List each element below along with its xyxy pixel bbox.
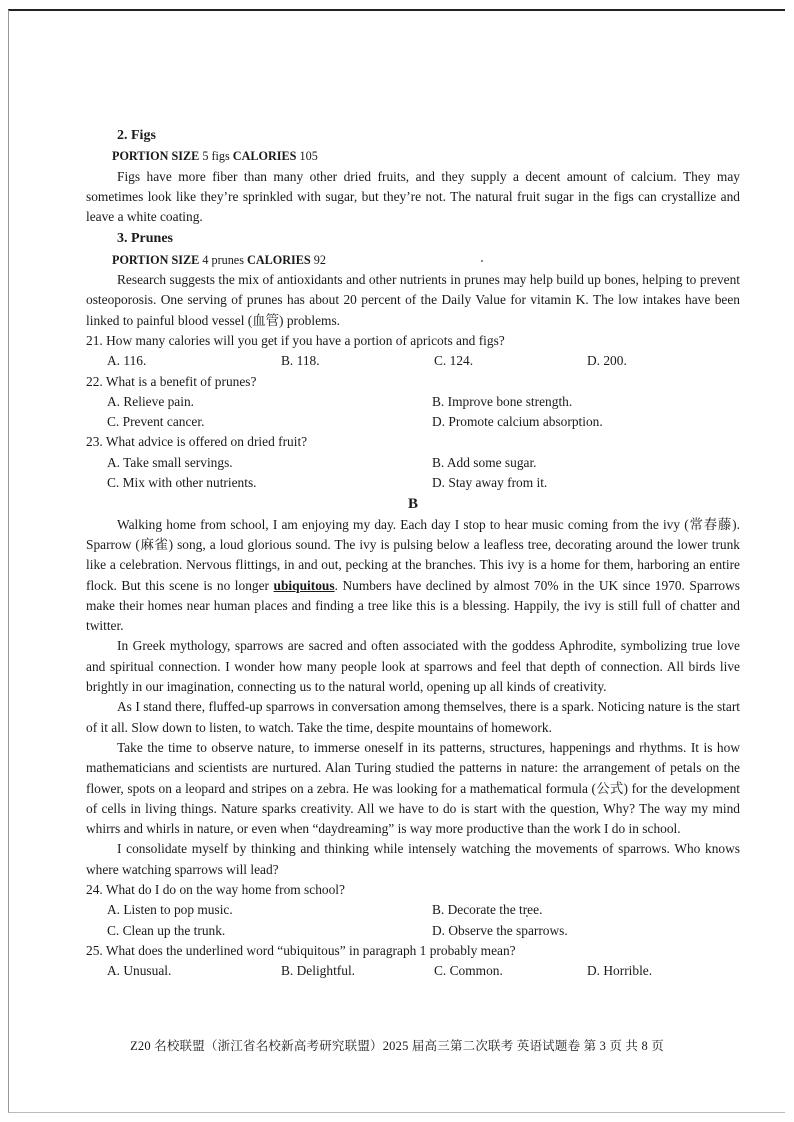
passage-b-paragraph-5: I consolidate myself by thinking and thinking while intensely watching the movements of sparrows. Who knows where watching sparrows will lead? bbox=[86, 841, 740, 877]
underlined-word: ubiquitous bbox=[273, 577, 335, 593]
calories-value: 105 bbox=[299, 149, 318, 164]
passage-b-paragraph-4: Take the time to observe nature, to immerse oneself in its patterns, structures, happenings and rhythms. It is how mathematicians and scientists are nurtured. Alan Turing studied the patterns in nature: the arrangement of petals on the flower, spots on a leopard and stripes on a zebra. He was looking for a mathematical formula (公式) for the development of cells in living things. Nature sparks creativity. All we have to do is start with the question, Why? The way my mind whirrs and whirls in nature, or even when “daydreaming” is way more productive than the work I do in school. bbox=[86, 739, 740, 837]
option-b: B. 118. bbox=[281, 353, 320, 369]
calories-value: 92 bbox=[313, 252, 326, 267]
figs-portion-line bbox=[86, 146, 740, 166]
question-23: 23. What advice is offered on dried fruit? bbox=[86, 434, 308, 450]
page-footer: Z20 名校联盟（浙江省名校新高考研究联盟）2025 届高三第二次联考 英语试题卷 第 3 页 共 8 页 bbox=[130, 1039, 664, 1053]
page-content bbox=[86, 124, 740, 981]
question-22-options bbox=[86, 392, 740, 433]
option-a: A. Unusual. bbox=[107, 963, 172, 979]
option-c: C. Clean up the trunk. bbox=[107, 922, 226, 938]
option-c: C. Prevent cancer. bbox=[107, 414, 205, 430]
option-b: B. Improve bone strength. bbox=[432, 393, 573, 409]
option-b: B. Add some sugar. bbox=[432, 454, 537, 470]
question-23-options bbox=[86, 453, 740, 494]
option-c: C. 124. bbox=[434, 353, 474, 369]
option-d: D. Stay away from it. bbox=[432, 475, 548, 491]
option-d: D. 200. bbox=[587, 353, 627, 369]
option-a: A. 116. bbox=[107, 353, 147, 369]
portion-label: PORTION SIZE bbox=[112, 252, 200, 267]
portion-value: 5 figs bbox=[202, 149, 230, 164]
calories-label: CALORIES bbox=[232, 149, 297, 164]
option-d: D. Horrible. bbox=[587, 963, 653, 979]
passage-b-paragraph-3: As I stand there, fluffed-up sparrows in conversation among themselves, there is a spark. Noticing nature is the start of it all. Slow down to listen, to watch. Take the time, despite mountains of homework. bbox=[86, 699, 740, 735]
calories-label: CALORIES bbox=[247, 252, 311, 267]
option-c: C. Mix with other nutrients. bbox=[107, 475, 257, 491]
prunes-heading: 3. Prunes bbox=[117, 231, 173, 247]
question-21-options bbox=[86, 351, 740, 371]
portion-value: 4 prunes bbox=[202, 252, 244, 267]
question-21: 21. How many calories will you get if you have a portion of apricots and figs? bbox=[86, 332, 505, 348]
option-a: A. Take small servings. bbox=[107, 454, 233, 470]
figs-heading: 2. Figs bbox=[117, 128, 156, 143]
option-a: A. Listen to pop music. bbox=[107, 902, 233, 918]
question-24: 24. What do I do on the way home from school? bbox=[86, 881, 345, 897]
option-d: D. Observe the sparrows. bbox=[432, 922, 568, 938]
prunes-portion-line bbox=[86, 250, 740, 270]
option-a: A. Relieve pain. bbox=[107, 393, 195, 409]
passage-b-paragraph-2: In Greek mythology, sparrows are sacred and often associated with the goddess Aphrodite, symbolizing true love and spiritual connection. I wonder how many people look at sparrows and feel that depth of connection. All birds live brightly in our imagination, connecting us to the natural world, opening up all kinds of creativity. bbox=[86, 638, 740, 695]
question-24-options bbox=[86, 900, 740, 941]
option-b: B. Decorate the tree. bbox=[432, 902, 543, 918]
option-c: C. Common. bbox=[434, 963, 503, 979]
section-b-label: B bbox=[407, 496, 418, 513]
question-22: 22. What is a benefit of prunes? bbox=[86, 373, 257, 389]
question-25: 25. What does the underlined word “ubiquitous” in paragraph 1 probably mean? bbox=[86, 942, 516, 958]
figs-paragraph: Figs have more fiber than many other dried fruits, and they supply a decent amount of calcium. They may sometimes look like they’re sprinkled with sugar, but they’re not. The natural fruit sugar in the figs can crystallize and leave a white coating. bbox=[86, 168, 740, 225]
portion-label: PORTION SIZE bbox=[112, 149, 200, 164]
prunes-paragraph: Research suggests the mix of antioxidants and other nutrients in prunes may help build up bones, helping to prevent osteoporosis. One serving of prunes has about 20 percent of the Daily Value for vitamin K. The low intakes have been linked to painful blood vessel (血管) problems. bbox=[86, 272, 740, 328]
question-25-options bbox=[86, 961, 740, 981]
option-b: B. Delightful. bbox=[281, 963, 356, 979]
option-d: D. Promote calcium absorption. bbox=[432, 414, 603, 430]
passage-b-paragraph-1: Walking home from school, I am enjoying my day. Each day I stop to hear music coming from the ivy (常春藤). Sparrow (麻雀) song, a loud glorious sound. The ivy is pulsing below a leafless tree, decorating around the lower trunk like a celebration. Nervous flittings, in and out, pecking at the branches. This ivy is a home for them, harboring an entire flock. But this scene is no longer ubiquitous. Numbers have declined by almost 70% in the UK since 1970. Sparrows make their homes near human places and finding a tree like this is a blessing. Happily, the ivy is still full of chatter and twitter. bbox=[86, 516, 740, 634]
